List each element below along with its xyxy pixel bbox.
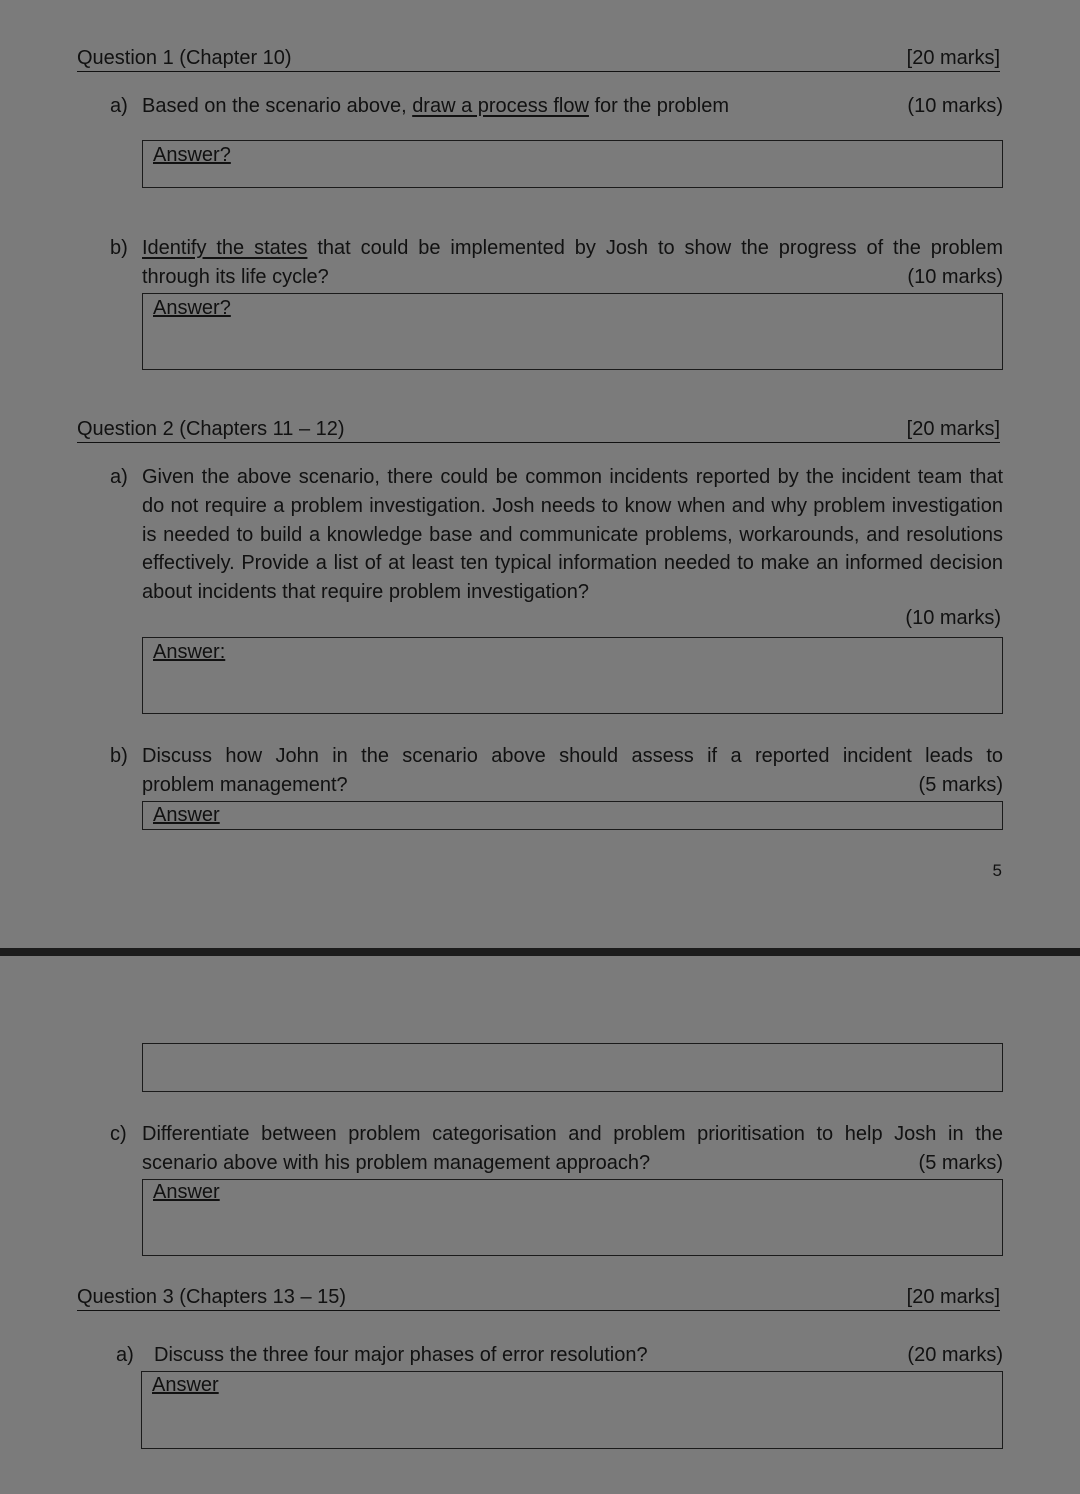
q2b-text [142,742,1003,800]
question-1-title: Question 1 (Chapter 10) [77,47,292,69]
q2b-line2-text: problem management? [142,773,348,796]
q1b-line1 [142,234,1003,263]
q1a-question [142,92,729,121]
q2c-marks: (5 marks) [918,1151,1003,1174]
q1a-text [142,92,1003,121]
q1b-line2-text: through its life cycle? [142,265,329,288]
q2a-text: Given the above scenario, there could be common incidents reported by the incident team that do not require a problem investigation. Josh needs to know when and why problem investigation is needed to build a knowledge base and communicate problems, workarounds, and resolutions effectively. Provide a list of at least ten typical information needed to make an informed decision about incidents that require problem investigation? [142,466,1003,604]
q2b-answer-label: Answer [153,804,220,826]
question-1-header [77,45,1000,72]
q1b-line1-rest: that could be implemented by Josh to show the progress of the problem [307,237,1004,259]
q1a-post: for the problem [588,95,730,117]
q3a-answer-box[interactable] [141,1371,1003,1449]
q2b-marks: (5 marks) [918,773,1003,796]
q2a-answer-label: Answer: [153,641,226,663]
q2c-answer-box[interactable] [142,1179,1003,1256]
q3a-marks: (20 marks) [907,1344,1003,1366]
q3a-question: Discuss the three four major phases of error resolution? [154,1344,648,1366]
q1a-underlined: draw a process flow [412,95,589,117]
question-2-title: Question 2 (Chapters 11 – 12) [77,418,345,440]
question-3-title: Question 3 (Chapters 13 – 15) [77,1286,347,1308]
q2b-answer-box-continued[interactable] [142,1043,1003,1092]
q1b-underlined: Identify the states [142,237,308,259]
q3a-answer-label: Answer [152,1374,219,1396]
q2c-line2 [142,1149,1003,1178]
q1a-label: a) [110,95,128,117]
q2c-line2-text: scenario above with his problem management approach? [142,1151,651,1174]
q1b-label: b) [110,237,128,259]
q2a-marks: (10 marks) [905,607,1001,629]
q1b-answer-label: Answer? [153,297,231,319]
q1a-pre: Based on the scenario above, [142,95,413,117]
question-3-header [77,1284,1000,1311]
q2a-label: a) [110,466,128,488]
q1b-answer-box[interactable] [142,293,1003,370]
q2b-label: b) [110,745,128,767]
q1a-marks: (10 marks) [907,95,1003,117]
q2b-line1: Discuss how John in the scenario above should assess if a reported incident leads to [142,745,1003,767]
q2c-answer-label: Answer [153,1181,220,1203]
q2c-label: c) [110,1123,127,1145]
q1a-answer-label: Answer? [153,144,231,166]
q2b-answer-box[interactable] [142,801,1003,830]
q1b-line2 [142,263,1003,292]
q1a-answer-box[interactable] [142,140,1003,188]
question-2-header [77,416,1000,443]
q1b-marks: (10 marks) [907,265,1003,288]
q2c-text [142,1120,1003,1178]
question-3-marks: [20 marks] [906,1286,1000,1308]
q2c-line1: Differentiate between problem categorisation and problem prioritisation to help Josh in the [142,1123,1003,1145]
q3a-text [154,1341,1003,1370]
question-1-marks: [20 marks] [906,47,1000,69]
page-divider [0,948,1080,956]
q1b-text [142,234,1003,292]
question-2-marks: [20 marks] [906,418,1000,440]
page-number: 5 [992,861,1002,880]
q2b-line2 [142,771,1003,800]
q3a-label: a) [116,1344,134,1366]
q2a-answer-box[interactable] [142,637,1003,714]
